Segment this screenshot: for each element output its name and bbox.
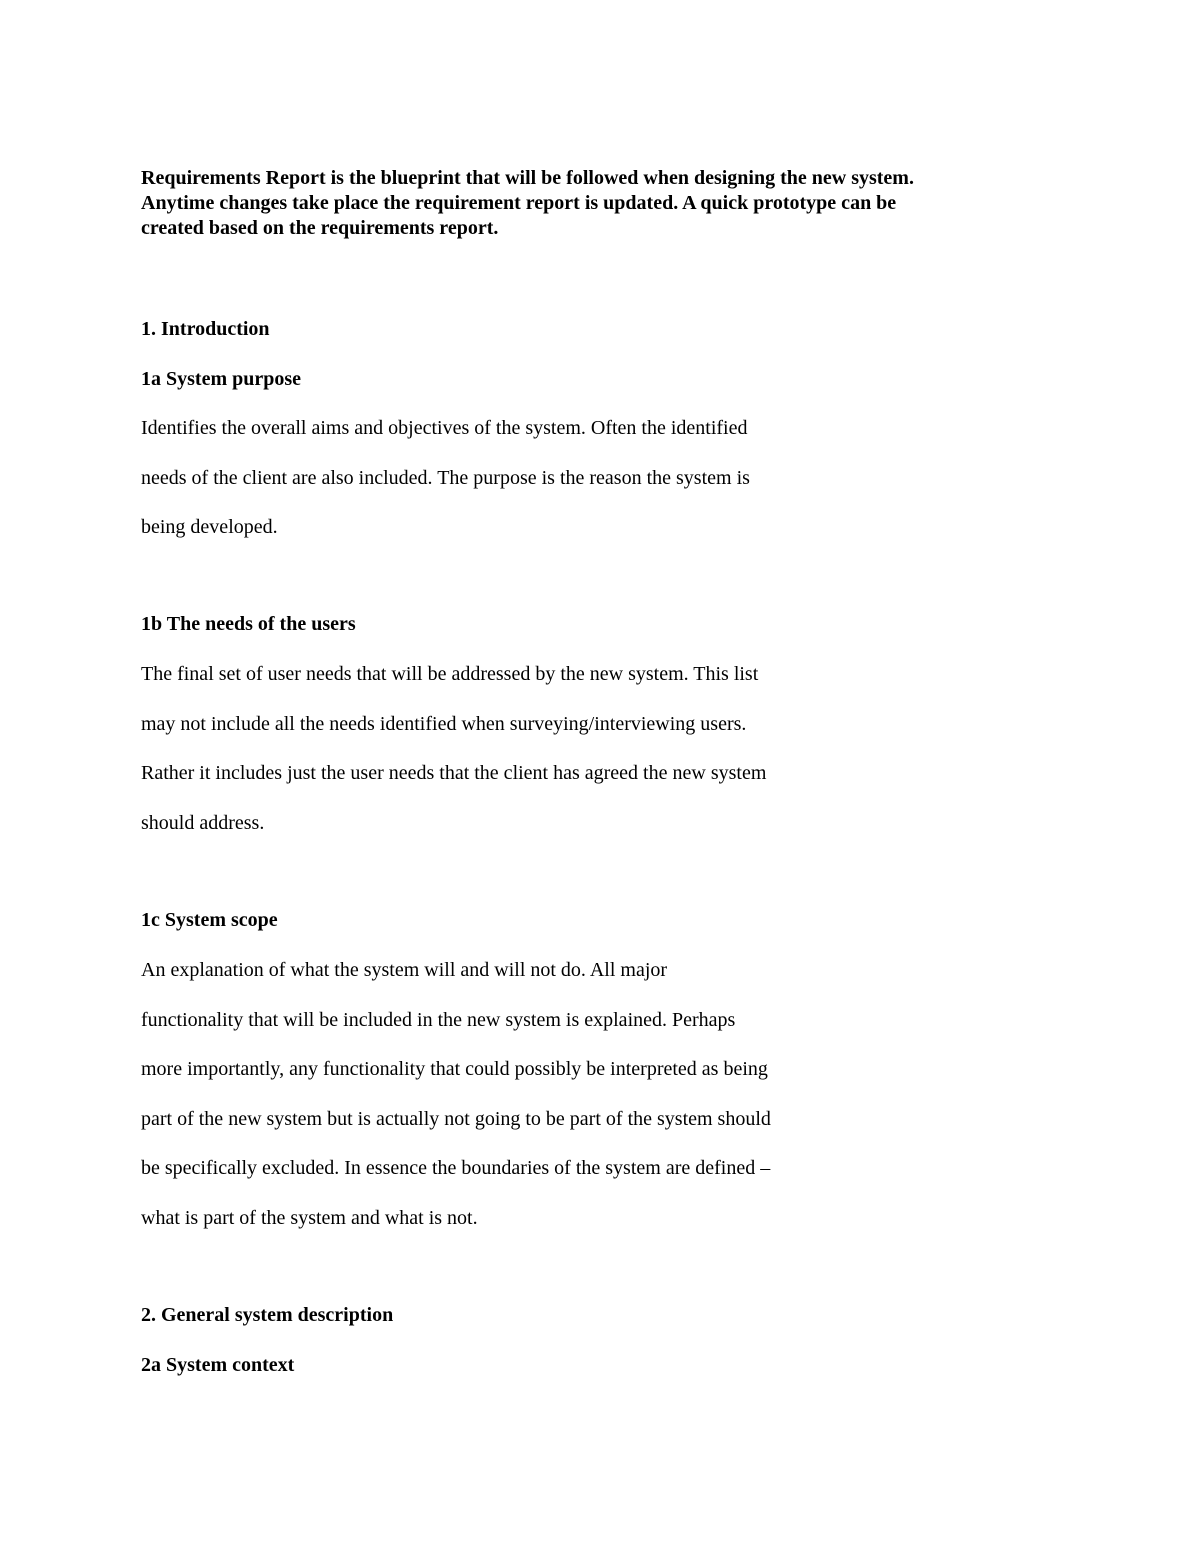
paragraph-line: what is part of the system and what is not. xyxy=(141,1206,478,1229)
system-scope-paragraph xyxy=(141,957,771,1255)
paragraph-line: An explanation of what the system will and will not do. All major xyxy=(141,959,668,981)
paragraph-line: part of the new system but is actually not going to be part of the system should xyxy=(141,1107,771,1130)
paragraph-line: more importantly, any functionality that could possibly be interpreted as being xyxy=(141,1058,768,1081)
subsection-heading-user-needs: 1b The needs of the users xyxy=(141,613,356,635)
paragraph-line: functionality that will be included in the new system is explained. Perhaps xyxy=(141,1008,736,1031)
paragraph-line: The final set of user needs that will be addressed by the new system. This list xyxy=(141,663,759,685)
user-needs-paragraph xyxy=(141,661,766,859)
paragraph-line: needs of the client are also included. The purpose is the reason the system is xyxy=(141,466,750,489)
subsection-heading-system-purpose: 1a System purpose xyxy=(141,368,302,390)
paragraph-line: Rather it includes just the user needs that the client has agreed the new system xyxy=(141,762,767,785)
paragraph-line: should address. xyxy=(141,811,265,834)
intro-line: created based on the requirements report. xyxy=(141,217,499,239)
system-purpose-paragraph xyxy=(141,415,750,564)
paragraph-line: be specifically excluded. In essence the boundaries of the system are defined – xyxy=(141,1157,771,1180)
section-heading-introduction: 1. Introduction xyxy=(141,318,270,340)
paragraph-line: may not include all the needs identified when surveying/interviewing users. xyxy=(141,712,747,735)
intro-line: Anytime changes take place the requirement report is updated. A quick prototype can be xyxy=(141,192,897,214)
paragraph-line: being developed. xyxy=(141,516,278,539)
intro-line: Requirements Report is the blueprint that will be followed when designing the new system. xyxy=(141,167,914,189)
subsection-heading-system-context: 2a System context xyxy=(141,1354,295,1376)
paragraph-line: Identifies the overall aims and objectives of the system. Often the identified xyxy=(141,417,748,439)
section-heading-general-system-description: 2. General system description xyxy=(141,1304,394,1326)
subsection-heading-system-scope: 1c System scope xyxy=(141,909,278,931)
intro-paragraph xyxy=(141,166,1041,241)
